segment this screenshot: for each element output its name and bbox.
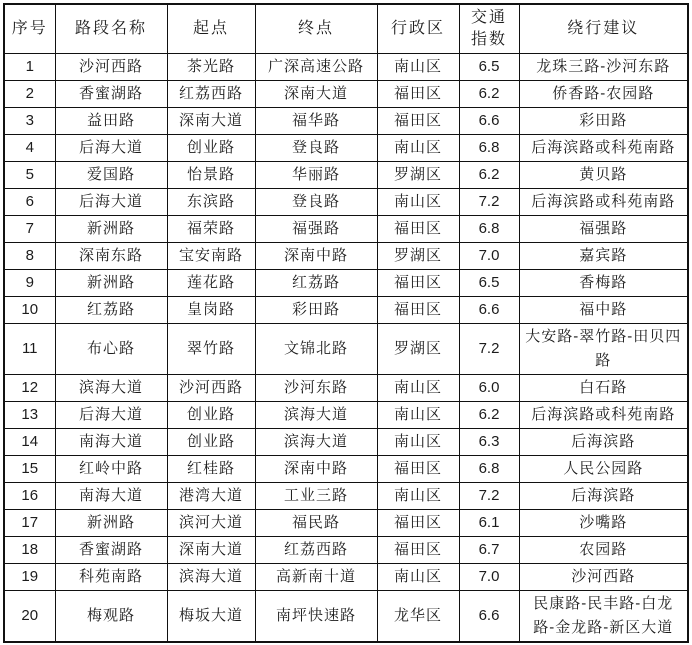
table-cell: 南山区 bbox=[377, 482, 459, 509]
table-cell: 南山区 bbox=[377, 401, 459, 428]
table-body bbox=[4, 53, 688, 642]
table-cell: 罗湖区 bbox=[377, 323, 459, 374]
table-row bbox=[4, 374, 688, 401]
table-cell: 后海滨路 bbox=[519, 482, 688, 509]
table-cell: 20 bbox=[4, 590, 55, 642]
table-cell: 6.6 bbox=[459, 107, 519, 134]
table-row bbox=[4, 482, 688, 509]
table-cell: 6.6 bbox=[459, 296, 519, 323]
table-cell: 10 bbox=[4, 296, 55, 323]
table-cell: 6.3 bbox=[459, 428, 519, 455]
table-cell: 2 bbox=[4, 80, 55, 107]
table-cell: 17 bbox=[4, 509, 55, 536]
table-cell: 7.2 bbox=[459, 323, 519, 374]
table-cell: 沙河东路 bbox=[255, 374, 377, 401]
table-cell: 深南东路 bbox=[55, 242, 167, 269]
table-cell: 创业路 bbox=[167, 134, 255, 161]
table-row bbox=[4, 80, 688, 107]
table-cell: 福强路 bbox=[255, 215, 377, 242]
table-cell: 19 bbox=[4, 563, 55, 590]
table-cell: 福田区 bbox=[377, 509, 459, 536]
table-cell: 福田区 bbox=[377, 107, 459, 134]
table-cell: 广深高速公路 bbox=[255, 53, 377, 80]
table-cell: 福田区 bbox=[377, 215, 459, 242]
table-cell: 后海滨路或科苑南路 bbox=[519, 401, 688, 428]
table-cell: 6.2 bbox=[459, 161, 519, 188]
table-cell: 创业路 bbox=[167, 428, 255, 455]
header-cell: 绕行建议 bbox=[519, 4, 688, 53]
header-cell: 交通指数 bbox=[459, 4, 519, 53]
table-cell: 12 bbox=[4, 374, 55, 401]
table-cell: 翠竹路 bbox=[167, 323, 255, 374]
table-cell: 5 bbox=[4, 161, 55, 188]
table-cell: 南海大道 bbox=[55, 428, 167, 455]
table-cell: 南山区 bbox=[377, 53, 459, 80]
table-cell: 福田区 bbox=[377, 455, 459, 482]
table-cell: 7.2 bbox=[459, 188, 519, 215]
table-row bbox=[4, 323, 688, 374]
table-row bbox=[4, 161, 688, 188]
table-cell: 沙河西路 bbox=[519, 563, 688, 590]
table-cell: 深南大道 bbox=[167, 107, 255, 134]
table-cell: 彩田路 bbox=[255, 296, 377, 323]
table-cell: 沙河西路 bbox=[55, 53, 167, 80]
table-cell: 莲花路 bbox=[167, 269, 255, 296]
header-cell: 行政区 bbox=[377, 4, 459, 53]
table-row bbox=[4, 134, 688, 161]
table-cell: 港湾大道 bbox=[167, 482, 255, 509]
table-cell: 6.6 bbox=[459, 590, 519, 642]
table-cell: 6.2 bbox=[459, 401, 519, 428]
table-cell: 红荔西路 bbox=[255, 536, 377, 563]
table-cell: 3 bbox=[4, 107, 55, 134]
table-cell: 红荔路 bbox=[55, 296, 167, 323]
table-cell: 南山区 bbox=[377, 134, 459, 161]
header-cell: 序号 bbox=[4, 4, 55, 53]
table-cell: 后海大道 bbox=[55, 401, 167, 428]
header-row bbox=[4, 4, 688, 53]
table-cell: 侨香路-农园路 bbox=[519, 80, 688, 107]
table-cell: 滨海大道 bbox=[167, 563, 255, 590]
table-cell: 滨海大道 bbox=[55, 374, 167, 401]
table-cell: 8 bbox=[4, 242, 55, 269]
table-cell: 福田区 bbox=[377, 269, 459, 296]
table-cell: 6 bbox=[4, 188, 55, 215]
table-cell: 9 bbox=[4, 269, 55, 296]
table-row bbox=[4, 563, 688, 590]
table-cell: 南海大道 bbox=[55, 482, 167, 509]
table-cell: 红荔西路 bbox=[167, 80, 255, 107]
table-cell: 13 bbox=[4, 401, 55, 428]
table-row bbox=[4, 428, 688, 455]
table-cell: 6.1 bbox=[459, 509, 519, 536]
table-row bbox=[4, 53, 688, 80]
table-cell: 工业三路 bbox=[255, 482, 377, 509]
table-cell: 滨海大道 bbox=[255, 428, 377, 455]
table-cell: 罗湖区 bbox=[377, 242, 459, 269]
table-cell: 1 bbox=[4, 53, 55, 80]
table-row bbox=[4, 269, 688, 296]
table-cell: 南山区 bbox=[377, 428, 459, 455]
table-row bbox=[4, 296, 688, 323]
table-cell: 嘉宾路 bbox=[519, 242, 688, 269]
table-cell: 创业路 bbox=[167, 401, 255, 428]
table-row bbox=[4, 215, 688, 242]
table-cell: 红桂路 bbox=[167, 455, 255, 482]
table-cell: 皇岗路 bbox=[167, 296, 255, 323]
table-cell: 黄贝路 bbox=[519, 161, 688, 188]
table-cell: 福荣路 bbox=[167, 215, 255, 242]
table-cell: 滨海大道 bbox=[255, 401, 377, 428]
table-cell: 南山区 bbox=[377, 188, 459, 215]
table-cell: 南坪快速路 bbox=[255, 590, 377, 642]
table-cell: 红荔路 bbox=[255, 269, 377, 296]
table-row bbox=[4, 401, 688, 428]
table-cell: 深南大道 bbox=[167, 536, 255, 563]
table-cell: 梅坂大道 bbox=[167, 590, 255, 642]
table-row bbox=[4, 509, 688, 536]
table-cell: 18 bbox=[4, 536, 55, 563]
table-cell: 文锦北路 bbox=[255, 323, 377, 374]
table-cell: 香梅路 bbox=[519, 269, 688, 296]
table-cell: 新洲路 bbox=[55, 509, 167, 536]
table-cell: 16 bbox=[4, 482, 55, 509]
table-cell: 沙河西路 bbox=[167, 374, 255, 401]
table-cell: 龙华区 bbox=[377, 590, 459, 642]
table-cell: 香蜜湖路 bbox=[55, 536, 167, 563]
table-row bbox=[4, 107, 688, 134]
table-cell: 茶光路 bbox=[167, 53, 255, 80]
table-cell: 华丽路 bbox=[255, 161, 377, 188]
table-cell: 爱国路 bbox=[55, 161, 167, 188]
table-cell: 深南中路 bbox=[255, 455, 377, 482]
table-cell: 民康路-民丰路-白龙路-金龙路-新区大道 bbox=[519, 590, 688, 642]
table-cell: 滨河大道 bbox=[167, 509, 255, 536]
table-cell: 7.2 bbox=[459, 482, 519, 509]
table-cell: 福田区 bbox=[377, 536, 459, 563]
table-cell: 14 bbox=[4, 428, 55, 455]
road-congestion-table bbox=[3, 3, 689, 643]
table-cell: 大安路-翠竹路-田贝四路 bbox=[519, 323, 688, 374]
table-cell: 益田路 bbox=[55, 107, 167, 134]
table-cell: 后海滨路或科苑南路 bbox=[519, 134, 688, 161]
table-cell: 福田区 bbox=[377, 296, 459, 323]
table-cell: 宝安南路 bbox=[167, 242, 255, 269]
table-cell: 6.7 bbox=[459, 536, 519, 563]
table-cell: 沙嘴路 bbox=[519, 509, 688, 536]
header-cell: 路段名称 bbox=[55, 4, 167, 53]
table-cell: 4 bbox=[4, 134, 55, 161]
table-cell: 白石路 bbox=[519, 374, 688, 401]
table-cell: 科苑南路 bbox=[55, 563, 167, 590]
table-cell: 福强路 bbox=[519, 215, 688, 242]
table-cell: 6.8 bbox=[459, 134, 519, 161]
table-cell: 罗湖区 bbox=[377, 161, 459, 188]
table-cell: 后海大道 bbox=[55, 188, 167, 215]
header-cell: 起点 bbox=[167, 4, 255, 53]
table-cell: 怡景路 bbox=[167, 161, 255, 188]
table-cell: 福中路 bbox=[519, 296, 688, 323]
table-cell: 6.8 bbox=[459, 215, 519, 242]
table-cell: 新洲路 bbox=[55, 269, 167, 296]
table-cell: 6.8 bbox=[459, 455, 519, 482]
table-cell: 梅观路 bbox=[55, 590, 167, 642]
table-cell: 新洲路 bbox=[55, 215, 167, 242]
table-cell: 7.0 bbox=[459, 242, 519, 269]
table-cell: 人民公园路 bbox=[519, 455, 688, 482]
table-cell: 7 bbox=[4, 215, 55, 242]
table-cell: 后海大道 bbox=[55, 134, 167, 161]
table-row bbox=[4, 536, 688, 563]
table-cell: 6.2 bbox=[459, 80, 519, 107]
table-cell: 7.0 bbox=[459, 563, 519, 590]
table-cell: 后海滨路或科苑南路 bbox=[519, 188, 688, 215]
table-cell: 15 bbox=[4, 455, 55, 482]
table-cell: 福华路 bbox=[255, 107, 377, 134]
table-cell: 福民路 bbox=[255, 509, 377, 536]
table-cell: 后海滨路 bbox=[519, 428, 688, 455]
table-cell: 福田区 bbox=[377, 80, 459, 107]
table-cell: 龙珠三路-沙河东路 bbox=[519, 53, 688, 80]
table-cell: 6.5 bbox=[459, 53, 519, 80]
table-cell: 登良路 bbox=[255, 188, 377, 215]
table-cell: 深南中路 bbox=[255, 242, 377, 269]
table-cell: 红岭中路 bbox=[55, 455, 167, 482]
table-cell: 香蜜湖路 bbox=[55, 80, 167, 107]
header-cell: 终点 bbox=[255, 4, 377, 53]
table-cell: 深南大道 bbox=[255, 80, 377, 107]
table-row bbox=[4, 242, 688, 269]
table-cell: 彩田路 bbox=[519, 107, 688, 134]
table-row bbox=[4, 590, 688, 642]
table-cell: 6.0 bbox=[459, 374, 519, 401]
table-header bbox=[4, 4, 688, 53]
table-cell: 11 bbox=[4, 323, 55, 374]
table-cell: 布心路 bbox=[55, 323, 167, 374]
table-cell: 东滨路 bbox=[167, 188, 255, 215]
table-cell: 6.5 bbox=[459, 269, 519, 296]
table-cell: 南山区 bbox=[377, 374, 459, 401]
table-cell: 农园路 bbox=[519, 536, 688, 563]
table-row bbox=[4, 188, 688, 215]
table-cell: 南山区 bbox=[377, 563, 459, 590]
table-cell: 高新南十道 bbox=[255, 563, 377, 590]
table-cell: 登良路 bbox=[255, 134, 377, 161]
table-row bbox=[4, 455, 688, 482]
